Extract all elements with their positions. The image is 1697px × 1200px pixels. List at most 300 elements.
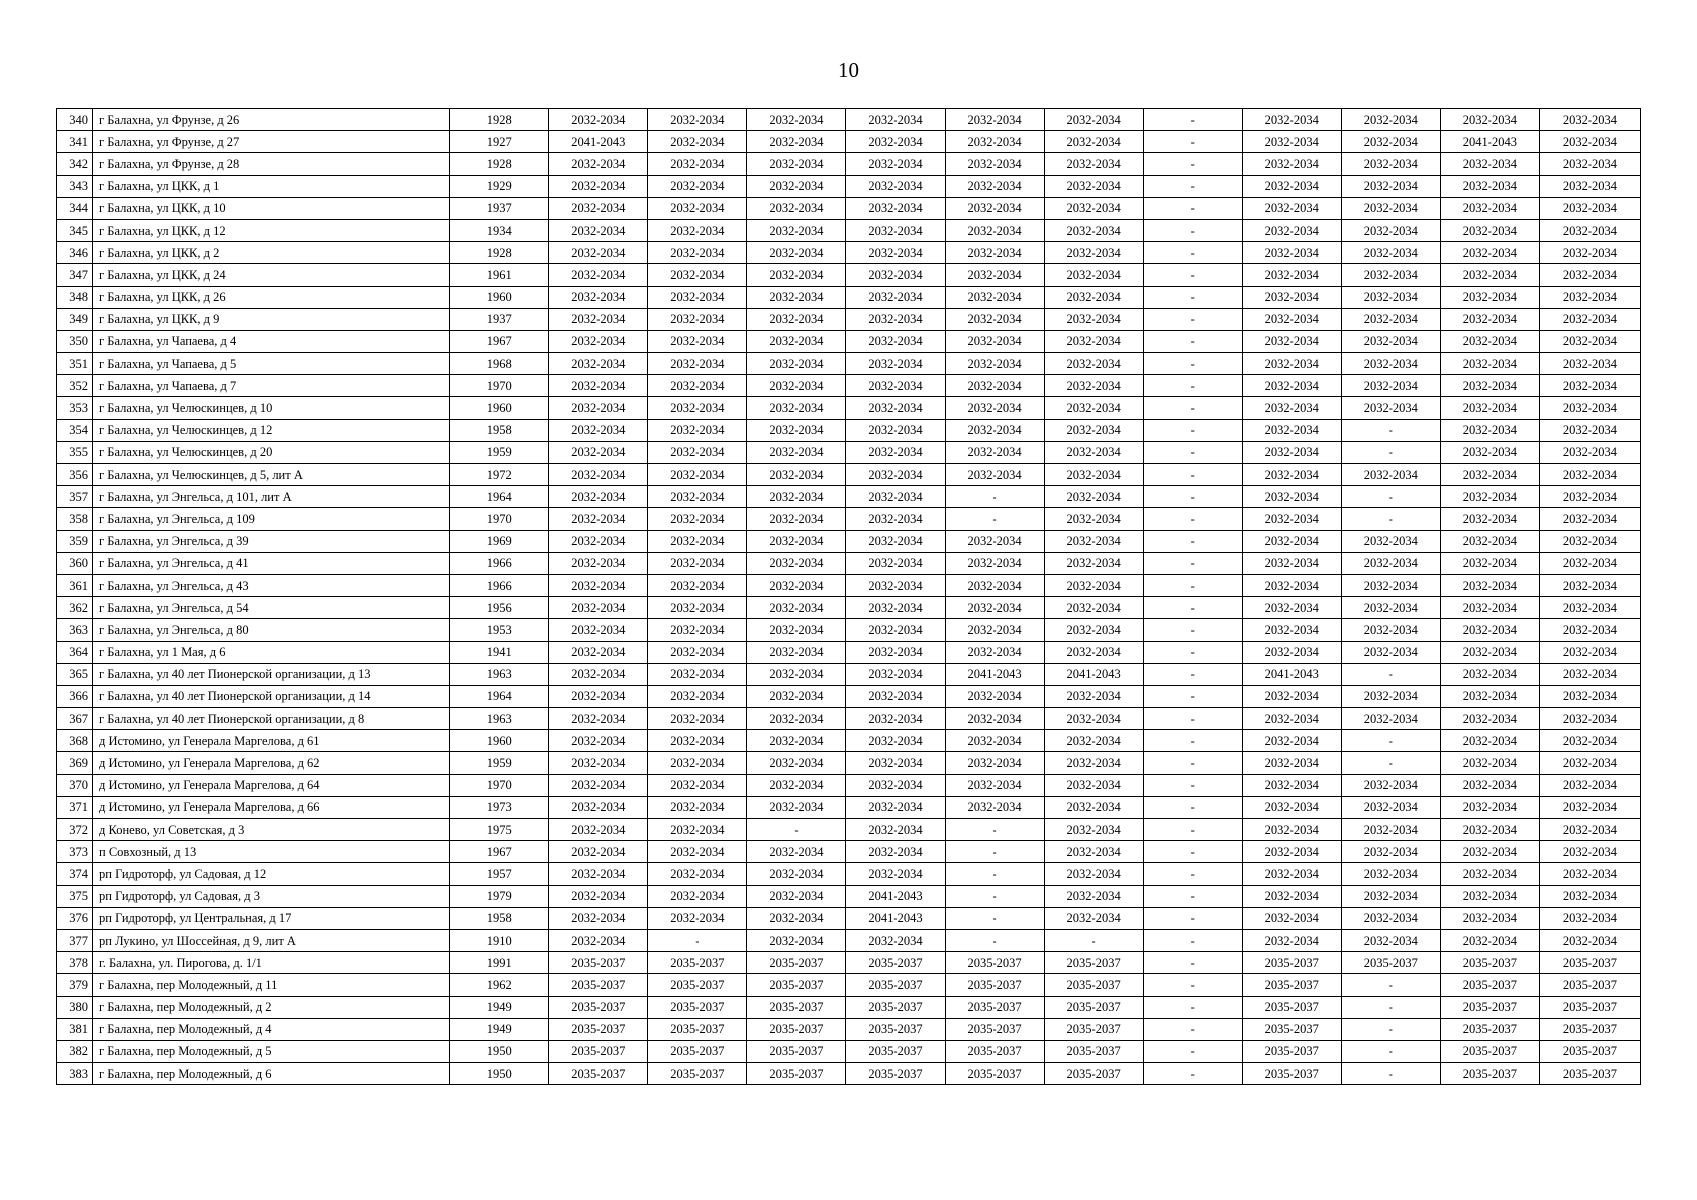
schedule-period-cell: - — [1143, 685, 1242, 707]
schedule-period-cell: 2041-2043 — [549, 131, 648, 153]
schedule-period-cell: 2032-2034 — [1440, 708, 1539, 730]
schedule-period-cell: 2035-2037 — [549, 952, 648, 974]
schedule-period-cell: 2032-2034 — [1044, 353, 1143, 375]
table-row — [57, 929, 1641, 951]
year-built-cell: 1968 — [450, 353, 549, 375]
schedule-period-cell: 2032-2034 — [648, 397, 747, 419]
schedule-period-cell: 2032-2034 — [1242, 774, 1341, 796]
schedule-period-cell: 2035-2037 — [648, 996, 747, 1018]
schedule-period-cell: 2032-2034 — [1044, 375, 1143, 397]
schedule-period-cell: 2032-2034 — [1341, 375, 1440, 397]
address-cell: г Балахна, ул Фрунзе, д 26 — [93, 109, 450, 131]
schedule-period-cell: 2032-2034 — [549, 663, 648, 685]
schedule-period-cell: - — [1143, 708, 1242, 730]
schedule-period-cell: - — [945, 486, 1044, 508]
schedule-period-cell: 2032-2034 — [945, 597, 1044, 619]
table-row — [57, 286, 1641, 308]
schedule-period-cell: 2032-2034 — [1539, 486, 1640, 508]
schedule-period-cell: 2032-2034 — [1044, 441, 1143, 463]
schedule-period-cell: 2032-2034 — [549, 730, 648, 752]
schedule-period-cell: - — [945, 929, 1044, 951]
schedule-period-cell: 2032-2034 — [1242, 486, 1341, 508]
row-number-cell: 357 — [57, 486, 93, 508]
year-built-cell: 1962 — [450, 974, 549, 996]
schedule-period-cell: 2032-2034 — [1440, 574, 1539, 596]
schedule-period-cell: 2032-2034 — [1044, 907, 1143, 929]
schedule-period-cell: 2032-2034 — [1539, 219, 1640, 241]
schedule-period-cell: 2032-2034 — [1242, 508, 1341, 530]
schedule-period-cell: 2032-2034 — [1341, 885, 1440, 907]
schedule-period-cell: - — [1143, 530, 1242, 552]
row-number-cell: 356 — [57, 464, 93, 486]
schedule-period-cell: 2032-2034 — [1341, 286, 1440, 308]
schedule-period-cell: 2032-2034 — [549, 774, 648, 796]
schedule-period-cell: 2032-2034 — [747, 441, 846, 463]
address-cell: г Балахна, ул ЦКК, д 24 — [93, 264, 450, 286]
schedule-period-cell: 2032-2034 — [846, 663, 945, 685]
row-number-cell: 341 — [57, 131, 93, 153]
schedule-period-cell: 2032-2034 — [1044, 419, 1143, 441]
schedule-period-cell: 2032-2034 — [1440, 619, 1539, 641]
schedule-period-cell: 2032-2034 — [549, 819, 648, 841]
schedule-period-cell: 2032-2034 — [549, 685, 648, 707]
schedule-period-cell: 2032-2034 — [648, 685, 747, 707]
schedule-period-cell: 2032-2034 — [747, 708, 846, 730]
schedule-period-cell: 2032-2034 — [846, 353, 945, 375]
year-built-cell: 1959 — [450, 441, 549, 463]
schedule-period-cell: 2032-2034 — [1242, 330, 1341, 352]
address-cell: г Балахна, ул Челюскинцев, д 12 — [93, 419, 450, 441]
schedule-period-cell: 2035-2037 — [945, 952, 1044, 974]
schedule-period-cell: 2032-2034 — [648, 863, 747, 885]
year-built-cell: 1957 — [450, 863, 549, 885]
schedule-period-cell: 2032-2034 — [846, 330, 945, 352]
year-built-cell: 1970 — [450, 508, 549, 530]
schedule-period-cell: 2032-2034 — [1440, 907, 1539, 929]
address-cell: рп Гидроторф, ул Центральная, д 17 — [93, 907, 450, 929]
year-built-cell: 1950 — [450, 1063, 549, 1085]
table-row — [57, 952, 1641, 974]
schedule-period-cell: 2035-2037 — [747, 1018, 846, 1040]
year-built-cell: 1963 — [450, 663, 549, 685]
schedule-period-cell: - — [1341, 441, 1440, 463]
table-row — [57, 530, 1641, 552]
schedule-period-cell: 2035-2037 — [549, 1040, 648, 1062]
schedule-period-cell: - — [1143, 552, 1242, 574]
schedule-period-cell: 2032-2034 — [747, 663, 846, 685]
schedule-period-cell: 2035-2037 — [846, 974, 945, 996]
schedule-period-cell: 2032-2034 — [1242, 153, 1341, 175]
address-cell: г Балахна, ул Челюскинцев, д 10 — [93, 397, 450, 419]
schedule-period-cell: 2032-2034 — [945, 153, 1044, 175]
schedule-period-cell: 2032-2034 — [1242, 752, 1341, 774]
schedule-period-cell: 2032-2034 — [1242, 907, 1341, 929]
address-cell: г Балахна, ул 40 лет Пионерской организации, д 14 — [93, 685, 450, 707]
table-row — [57, 752, 1641, 774]
schedule-period-cell: 2032-2034 — [747, 796, 846, 818]
address-cell: рп Лукино, ул Шоссейная, д 9, лит А — [93, 929, 450, 951]
schedule-period-cell: 2032-2034 — [549, 197, 648, 219]
schedule-period-cell: 2032-2034 — [1440, 286, 1539, 308]
schedule-period-cell: 2035-2037 — [1440, 1063, 1539, 1085]
schedule-period-cell: 2032-2034 — [1539, 131, 1640, 153]
schedule-period-cell: 2035-2037 — [1044, 974, 1143, 996]
table-row — [57, 841, 1641, 863]
schedule-period-cell: 2032-2034 — [846, 752, 945, 774]
schedule-period-cell: 2032-2034 — [549, 175, 648, 197]
schedule-period-cell: 2032-2034 — [945, 197, 1044, 219]
row-number-cell: 342 — [57, 153, 93, 175]
schedule-period-cell: - — [1143, 1063, 1242, 1085]
schedule-period-cell: 2032-2034 — [846, 308, 945, 330]
schedule-period-cell: 2032-2034 — [945, 708, 1044, 730]
schedule-period-cell: - — [1143, 419, 1242, 441]
schedule-period-cell: 2032-2034 — [1539, 441, 1640, 463]
address-cell: г Балахна, ул Энгельса, д 41 — [93, 552, 450, 574]
schedule-period-cell: - — [1143, 597, 1242, 619]
table-row — [57, 663, 1641, 685]
schedule-period-cell: - — [1341, 752, 1440, 774]
address-cell: г Балахна, ул Энгельса, д 109 — [93, 508, 450, 530]
schedule-period-cell: 2032-2034 — [945, 730, 1044, 752]
schedule-period-cell: - — [945, 819, 1044, 841]
address-cell: г Балахна, пер Молодежный, д 5 — [93, 1040, 450, 1062]
schedule-period-cell: 2032-2034 — [846, 109, 945, 131]
schedule-period-cell: 2035-2037 — [549, 1063, 648, 1085]
schedule-period-cell: 2035-2037 — [945, 996, 1044, 1018]
schedule-period-cell: 2032-2034 — [1242, 397, 1341, 419]
schedule-period-cell: 2032-2034 — [1341, 197, 1440, 219]
schedule-period-cell: 2032-2034 — [747, 464, 846, 486]
schedule-period-cell: 2032-2034 — [846, 619, 945, 641]
schedule-period-cell: 2032-2034 — [945, 574, 1044, 596]
schedule-period-cell: 2032-2034 — [846, 641, 945, 663]
schedule-period-cell: 2032-2034 — [1341, 109, 1440, 131]
address-cell: г Балахна, ул ЦКК, д 9 — [93, 308, 450, 330]
schedule-period-cell: 2032-2034 — [1440, 308, 1539, 330]
schedule-period-cell: 2032-2034 — [1440, 508, 1539, 530]
schedule-period-cell: 2035-2037 — [1044, 996, 1143, 1018]
table-row — [57, 486, 1641, 508]
schedule-period-cell: 2032-2034 — [945, 530, 1044, 552]
schedule-period-cell: 2032-2034 — [747, 264, 846, 286]
schedule-period-cell: 2032-2034 — [747, 242, 846, 264]
schedule-period-cell: 2032-2034 — [549, 286, 648, 308]
schedule-period-cell: 2032-2034 — [747, 619, 846, 641]
schedule-period-cell: 2032-2034 — [1539, 153, 1640, 175]
schedule-period-cell: 2035-2037 — [549, 1018, 648, 1040]
schedule-period-cell: 2035-2037 — [1242, 996, 1341, 1018]
schedule-period-cell: 2035-2037 — [648, 952, 747, 974]
schedule-period-cell: 2035-2037 — [1341, 952, 1440, 974]
schedule-period-cell: 2032-2034 — [1539, 175, 1640, 197]
schedule-period-cell: - — [1143, 175, 1242, 197]
table-row — [57, 552, 1641, 574]
schedule-period-cell: 2032-2034 — [1044, 219, 1143, 241]
year-built-cell: 1970 — [450, 375, 549, 397]
schedule-period-cell: 2032-2034 — [1440, 863, 1539, 885]
address-cell: г. Балахна, ул. Пирогова, д. 1/1 — [93, 952, 450, 974]
schedule-period-cell: - — [1143, 863, 1242, 885]
schedule-period-cell: 2032-2034 — [846, 197, 945, 219]
address-cell: д Истомино, ул Генерала Маргелова, д 64 — [93, 774, 450, 796]
row-number-cell: 360 — [57, 552, 93, 574]
schedule-period-cell: 2032-2034 — [549, 641, 648, 663]
schedule-period-cell: 2041-2043 — [846, 907, 945, 929]
schedule-period-cell: 2032-2034 — [1242, 574, 1341, 596]
table-row — [57, 774, 1641, 796]
schedule-period-cell: 2032-2034 — [1539, 197, 1640, 219]
schedule-period-cell: 2032-2034 — [747, 153, 846, 175]
table-row — [57, 353, 1641, 375]
row-number-cell: 380 — [57, 996, 93, 1018]
address-cell: г Балахна, пер Молодежный, д 2 — [93, 996, 450, 1018]
schedule-period-cell: 2032-2034 — [549, 464, 648, 486]
schedule-period-cell: 2035-2037 — [846, 1063, 945, 1085]
address-cell: г Балахна, ул Фрунзе, д 28 — [93, 153, 450, 175]
schedule-period-cell: 2032-2034 — [648, 508, 747, 530]
schedule-period-cell: 2035-2037 — [945, 1063, 1044, 1085]
schedule-period-cell: 2032-2034 — [747, 907, 846, 929]
schedule-period-cell: 2032-2034 — [1440, 730, 1539, 752]
schedule-period-cell: - — [1143, 397, 1242, 419]
schedule-period-cell: 2035-2037 — [1539, 1063, 1640, 1085]
schedule-period-cell: 2032-2034 — [747, 597, 846, 619]
schedule-period-cell: 2032-2034 — [549, 885, 648, 907]
schedule-period-cell: 2032-2034 — [648, 907, 747, 929]
address-cell: г Балахна, ул 40 лет Пионерской организации, д 8 — [93, 708, 450, 730]
schedule-period-cell: 2032-2034 — [747, 885, 846, 907]
year-built-cell: 1966 — [450, 552, 549, 574]
table-row — [57, 219, 1641, 241]
schedule-period-cell: 2032-2034 — [1440, 486, 1539, 508]
schedule-period-cell: 2035-2037 — [846, 1040, 945, 1062]
schedule-period-cell: - — [1341, 730, 1440, 752]
schedule-period-cell: 2032-2034 — [549, 863, 648, 885]
schedule-period-cell: 2032-2034 — [1440, 929, 1539, 951]
schedule-period-cell: 2032-2034 — [648, 841, 747, 863]
schedule-period-cell: 2032-2034 — [1539, 530, 1640, 552]
address-cell: г Балахна, ул ЦКК, д 2 — [93, 242, 450, 264]
schedule-period-cell: 2032-2034 — [1044, 530, 1143, 552]
schedule-period-cell: 2032-2034 — [846, 441, 945, 463]
table-row — [57, 685, 1641, 707]
schedule-period-cell: 2032-2034 — [1440, 375, 1539, 397]
schedule-period-cell: 2032-2034 — [1242, 419, 1341, 441]
schedule-period-cell: - — [1143, 441, 1242, 463]
schedule-period-cell: 2032-2034 — [747, 219, 846, 241]
schedule-period-cell: 2032-2034 — [1044, 885, 1143, 907]
schedule-period-cell: 2032-2034 — [1341, 597, 1440, 619]
schedule-period-cell: 2032-2034 — [846, 685, 945, 707]
schedule-period-cell: 2032-2034 — [1242, 708, 1341, 730]
table-row — [57, 441, 1641, 463]
schedule-period-cell: 2032-2034 — [549, 419, 648, 441]
row-number-cell: 367 — [57, 708, 93, 730]
schedule-period-cell: 2032-2034 — [1539, 242, 1640, 264]
schedule-period-cell: 2032-2034 — [846, 397, 945, 419]
schedule-period-cell: 2032-2034 — [945, 242, 1044, 264]
address-cell: г Балахна, пер Молодежный, д 4 — [93, 1018, 450, 1040]
year-built-cell: 1960 — [450, 286, 549, 308]
schedule-period-cell: 2032-2034 — [1242, 597, 1341, 619]
schedule-period-cell: - — [1143, 508, 1242, 530]
schedule-period-cell: 2032-2034 — [1242, 841, 1341, 863]
schedule-period-cell: 2041-2043 — [1440, 131, 1539, 153]
row-number-cell: 377 — [57, 929, 93, 951]
schedule-period-cell: 2032-2034 — [1044, 552, 1143, 574]
row-number-cell: 381 — [57, 1018, 93, 1040]
schedule-period-cell: 2032-2034 — [846, 486, 945, 508]
schedule-period-cell: 2035-2037 — [648, 974, 747, 996]
schedule-period-cell: - — [1341, 996, 1440, 1018]
schedule-period-cell: 2032-2034 — [1242, 197, 1341, 219]
row-number-cell: 382 — [57, 1040, 93, 1062]
schedule-period-cell: 2032-2034 — [1242, 308, 1341, 330]
year-built-cell: 1949 — [450, 1018, 549, 1040]
row-number-cell: 363 — [57, 619, 93, 641]
schedule-period-cell: 2032-2034 — [1539, 330, 1640, 352]
address-cell: рп Гидроторф, ул Садовая, д 12 — [93, 863, 450, 885]
schedule-period-cell: - — [1143, 308, 1242, 330]
schedule-period-cell: 2032-2034 — [945, 641, 1044, 663]
schedule-period-cell: - — [1341, 1063, 1440, 1085]
year-built-cell: 1928 — [450, 242, 549, 264]
table-row — [57, 885, 1641, 907]
schedule-period-cell: 2032-2034 — [747, 109, 846, 131]
schedule-period-cell: 2035-2037 — [648, 1040, 747, 1062]
year-built-cell: 1928 — [450, 153, 549, 175]
schedule-period-cell: - — [648, 929, 747, 951]
schedule-period-cell: 2032-2034 — [549, 907, 648, 929]
schedule-period-cell: 2032-2034 — [1044, 819, 1143, 841]
address-cell: г Балахна, ул Фрунзе, д 27 — [93, 131, 450, 153]
table-body — [57, 109, 1641, 1085]
schedule-period-cell: 2035-2037 — [1242, 952, 1341, 974]
schedule-period-cell: 2032-2034 — [945, 375, 1044, 397]
schedule-period-cell: 2032-2034 — [648, 375, 747, 397]
schedule-period-cell: 2032-2034 — [945, 464, 1044, 486]
row-number-cell: 359 — [57, 530, 93, 552]
schedule-period-cell: 2032-2034 — [747, 375, 846, 397]
schedule-period-cell: 2035-2037 — [747, 996, 846, 1018]
schedule-period-cell: 2035-2037 — [1539, 952, 1640, 974]
row-number-cell: 375 — [57, 885, 93, 907]
schedule-period-cell: 2032-2034 — [648, 885, 747, 907]
schedule-period-cell: 2032-2034 — [1539, 685, 1640, 707]
schedule-period-cell: 2035-2037 — [549, 996, 648, 1018]
schedule-period-cell: 2032-2034 — [648, 264, 747, 286]
table-row — [57, 197, 1641, 219]
schedule-period-cell: 2032-2034 — [1341, 929, 1440, 951]
address-cell: г Балахна, ул Энгельса, д 101, лит А — [93, 486, 450, 508]
schedule-period-cell: - — [1143, 464, 1242, 486]
address-cell: г Балахна, ул ЦКК, д 1 — [93, 175, 450, 197]
schedule-period-cell: 2032-2034 — [945, 441, 1044, 463]
schedule-period-cell: - — [1341, 419, 1440, 441]
schedule-period-cell: 2041-2043 — [846, 885, 945, 907]
row-number-cell: 372 — [57, 819, 93, 841]
schedule-period-cell: 2032-2034 — [1242, 885, 1341, 907]
schedule-period-cell: 2035-2037 — [1440, 996, 1539, 1018]
schedule-period-cell: 2032-2034 — [1242, 796, 1341, 818]
schedule-period-cell: 2032-2034 — [747, 685, 846, 707]
page-number: 10 — [838, 58, 859, 82]
schedule-period-cell: - — [1143, 841, 1242, 863]
schedule-period-cell: 2032-2034 — [1341, 574, 1440, 596]
schedule-period-cell: 2035-2037 — [747, 1040, 846, 1062]
row-number-cell: 361 — [57, 574, 93, 596]
schedule-period-cell: - — [1143, 1018, 1242, 1040]
schedule-period-cell: 2032-2034 — [1341, 708, 1440, 730]
schedule-period-cell: 2035-2037 — [1242, 1040, 1341, 1062]
schedule-period-cell: 2032-2034 — [549, 619, 648, 641]
schedule-period-cell: 2032-2034 — [1440, 841, 1539, 863]
schedule-period-cell: 2032-2034 — [1341, 841, 1440, 863]
schedule-period-cell: 2032-2034 — [846, 597, 945, 619]
schedule-period-cell: 2035-2037 — [1044, 952, 1143, 974]
schedule-period-cell: - — [1044, 929, 1143, 951]
schedule-period-cell: 2035-2037 — [846, 1018, 945, 1040]
schedule-period-cell: 2032-2034 — [1539, 397, 1640, 419]
schedule-period-cell: 2032-2034 — [549, 708, 648, 730]
schedule-period-cell: 2032-2034 — [747, 730, 846, 752]
schedule-period-cell: 2032-2034 — [846, 219, 945, 241]
schedule-period-cell: 2032-2034 — [1044, 397, 1143, 419]
row-number-cell: 354 — [57, 419, 93, 441]
schedule-period-cell: 2032-2034 — [1440, 353, 1539, 375]
schedule-period-cell: 2032-2034 — [1440, 219, 1539, 241]
schedule-period-cell: 2032-2034 — [1539, 109, 1640, 131]
schedule-period-cell: 2035-2037 — [648, 1063, 747, 1085]
schedule-period-cell: 2032-2034 — [1044, 508, 1143, 530]
schedule-period-cell: 2032-2034 — [549, 929, 648, 951]
table-row — [57, 330, 1641, 352]
schedule-period-cell: 2032-2034 — [1242, 441, 1341, 463]
schedule-period-cell: - — [1143, 131, 1242, 153]
schedule-period-cell: 2032-2034 — [747, 419, 846, 441]
row-number-cell: 374 — [57, 863, 93, 885]
year-built-cell: 1959 — [450, 752, 549, 774]
schedule-period-cell: - — [1143, 730, 1242, 752]
schedule-period-cell: 2032-2034 — [1440, 663, 1539, 685]
schedule-period-cell: 2032-2034 — [549, 353, 648, 375]
schedule-period-cell: 2032-2034 — [648, 197, 747, 219]
schedule-period-cell: 2032-2034 — [1539, 730, 1640, 752]
schedule-period-cell: 2032-2034 — [1044, 330, 1143, 352]
schedule-period-cell: 2032-2034 — [945, 109, 1044, 131]
schedule-period-cell: 2032-2034 — [549, 308, 648, 330]
schedule-period-cell: - — [1143, 486, 1242, 508]
schedule-period-cell: 2032-2034 — [1440, 464, 1539, 486]
schedule-period-cell: 2035-2037 — [1242, 1063, 1341, 1085]
schedule-period-cell: 2032-2034 — [747, 353, 846, 375]
schedule-period-cell: - — [1143, 752, 1242, 774]
schedule-period-cell: 2032-2034 — [747, 197, 846, 219]
schedule-period-cell: 2032-2034 — [747, 308, 846, 330]
year-built-cell: 1964 — [450, 685, 549, 707]
schedule-period-cell: 2032-2034 — [945, 175, 1044, 197]
schedule-period-cell: 2032-2034 — [1044, 752, 1143, 774]
schedule-period-cell: 2032-2034 — [846, 131, 945, 153]
year-built-cell: 1950 — [450, 1040, 549, 1062]
schedule-period-cell: 2032-2034 — [1440, 752, 1539, 774]
schedule-period-cell: 2032-2034 — [1440, 685, 1539, 707]
schedule-period-cell: 2032-2034 — [945, 796, 1044, 818]
year-built-cell: 1934 — [450, 219, 549, 241]
schedule-period-cell: - — [1143, 197, 1242, 219]
row-number-cell: 371 — [57, 796, 93, 818]
